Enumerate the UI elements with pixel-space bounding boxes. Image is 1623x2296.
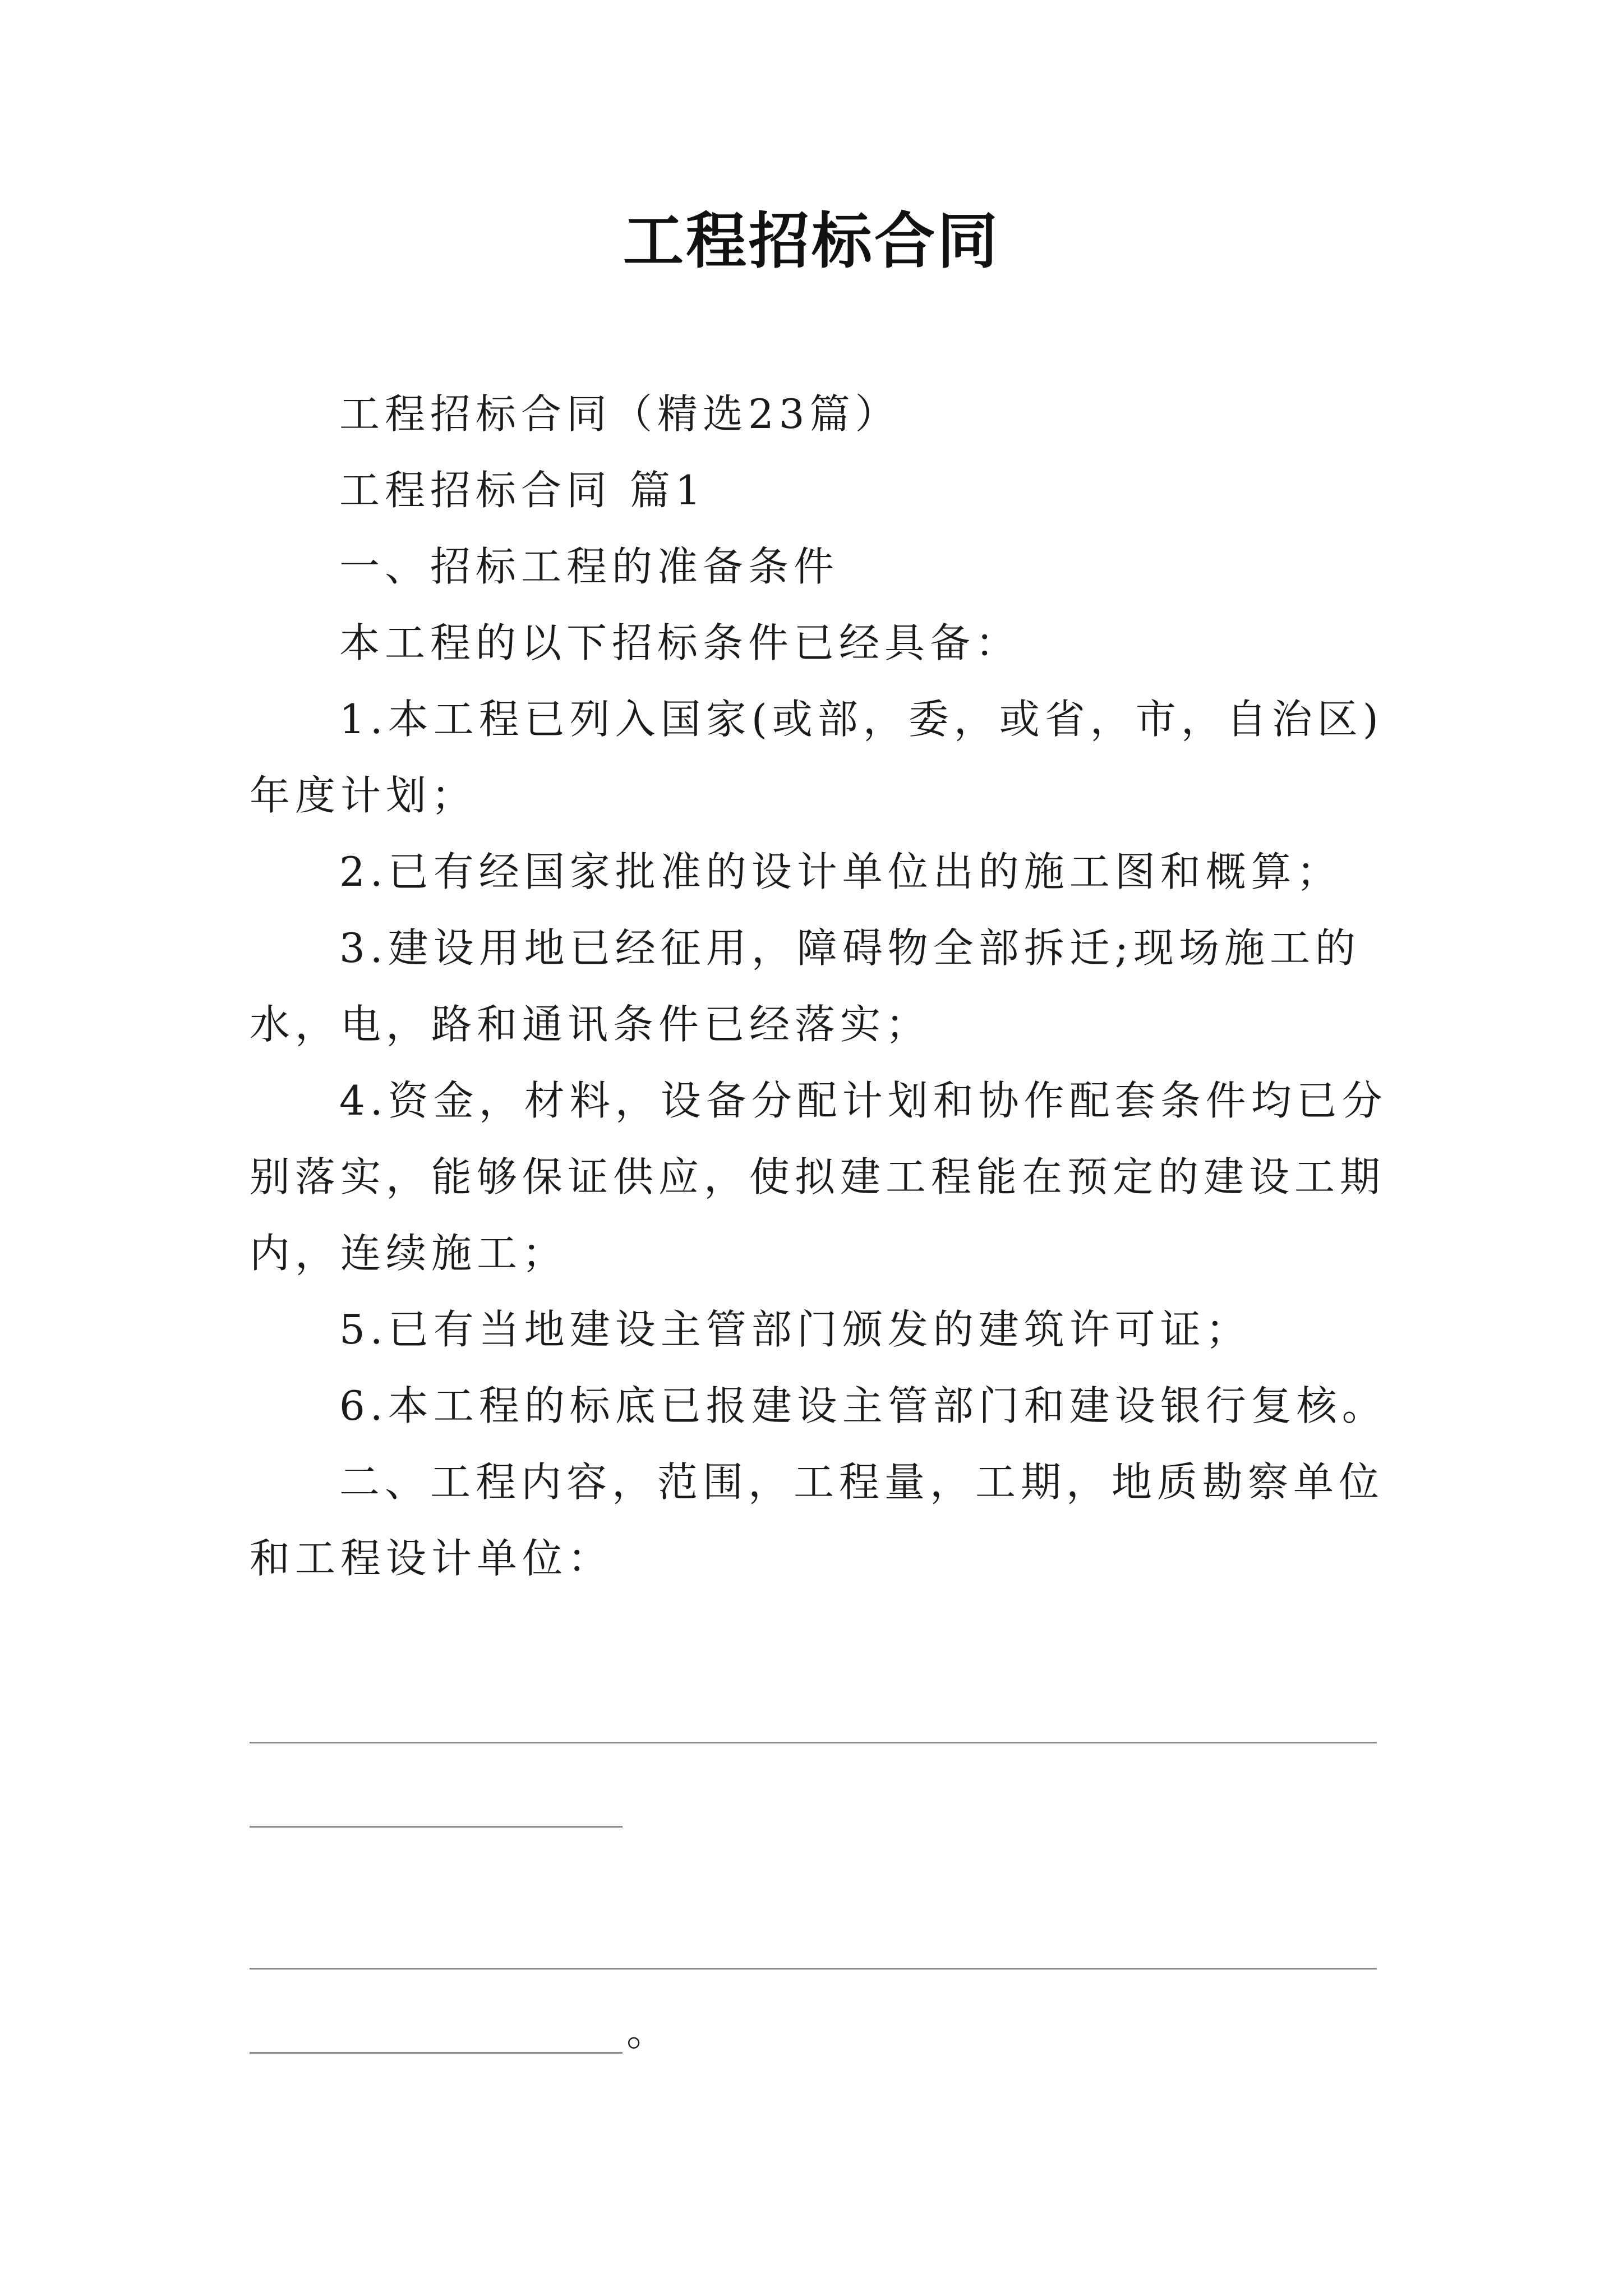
list-item: 1.本工程已列入国家(或部，委，或省，市，自治区)年度计划； bbox=[250, 696, 1384, 819]
blank-line bbox=[250, 1968, 1377, 1970]
section-heading: 二、工程内容，范围，工程量，工期，地质勘察单位和工程设计单位： bbox=[250, 1458, 1385, 1582]
blank-line bbox=[250, 1826, 623, 1828]
paragraph: 工程招标合同（精选23篇） bbox=[339, 390, 901, 438]
paragraph: 工程招标合同 篇1 bbox=[339, 467, 706, 514]
document-title: 工程招标合同 bbox=[623, 206, 1000, 277]
list-item: 3.建设用地已经征用，障碍物全部拆迁;现场施工的水，电，路和通讯条件已经落实； bbox=[250, 924, 1361, 1048]
list-item: 6.本工程的标底已报建设主管部门和建设银行复核。 bbox=[339, 1382, 1387, 1429]
fill-in-blank-2 bbox=[250, 1968, 1382, 2055]
paragraph: 本工程的以下招标条件已经具备： bbox=[339, 619, 1021, 666]
fill-in-blank-1 bbox=[250, 1742, 1382, 1820]
document-body bbox=[250, 376, 1394, 1596]
blank-line bbox=[250, 2052, 623, 2054]
list-item: 2.已有经国家批准的设计单位出的施工图和概算； bbox=[339, 848, 1342, 895]
list-item: 5.已有当地建设主管部门颁发的建筑许可证； bbox=[339, 1306, 1251, 1353]
end-mark: 。 bbox=[626, 2008, 667, 2055]
section-heading: 一、招标工程的准备条件 bbox=[339, 543, 840, 590]
blank-line bbox=[250, 1742, 1377, 1743]
list-item: 4.资金，材料，设备分配计划和协作配套条件均已分别落实，能够保证供应，使拟建工程能在预定的建设工期内，连续施工； bbox=[250, 1077, 1387, 1277]
